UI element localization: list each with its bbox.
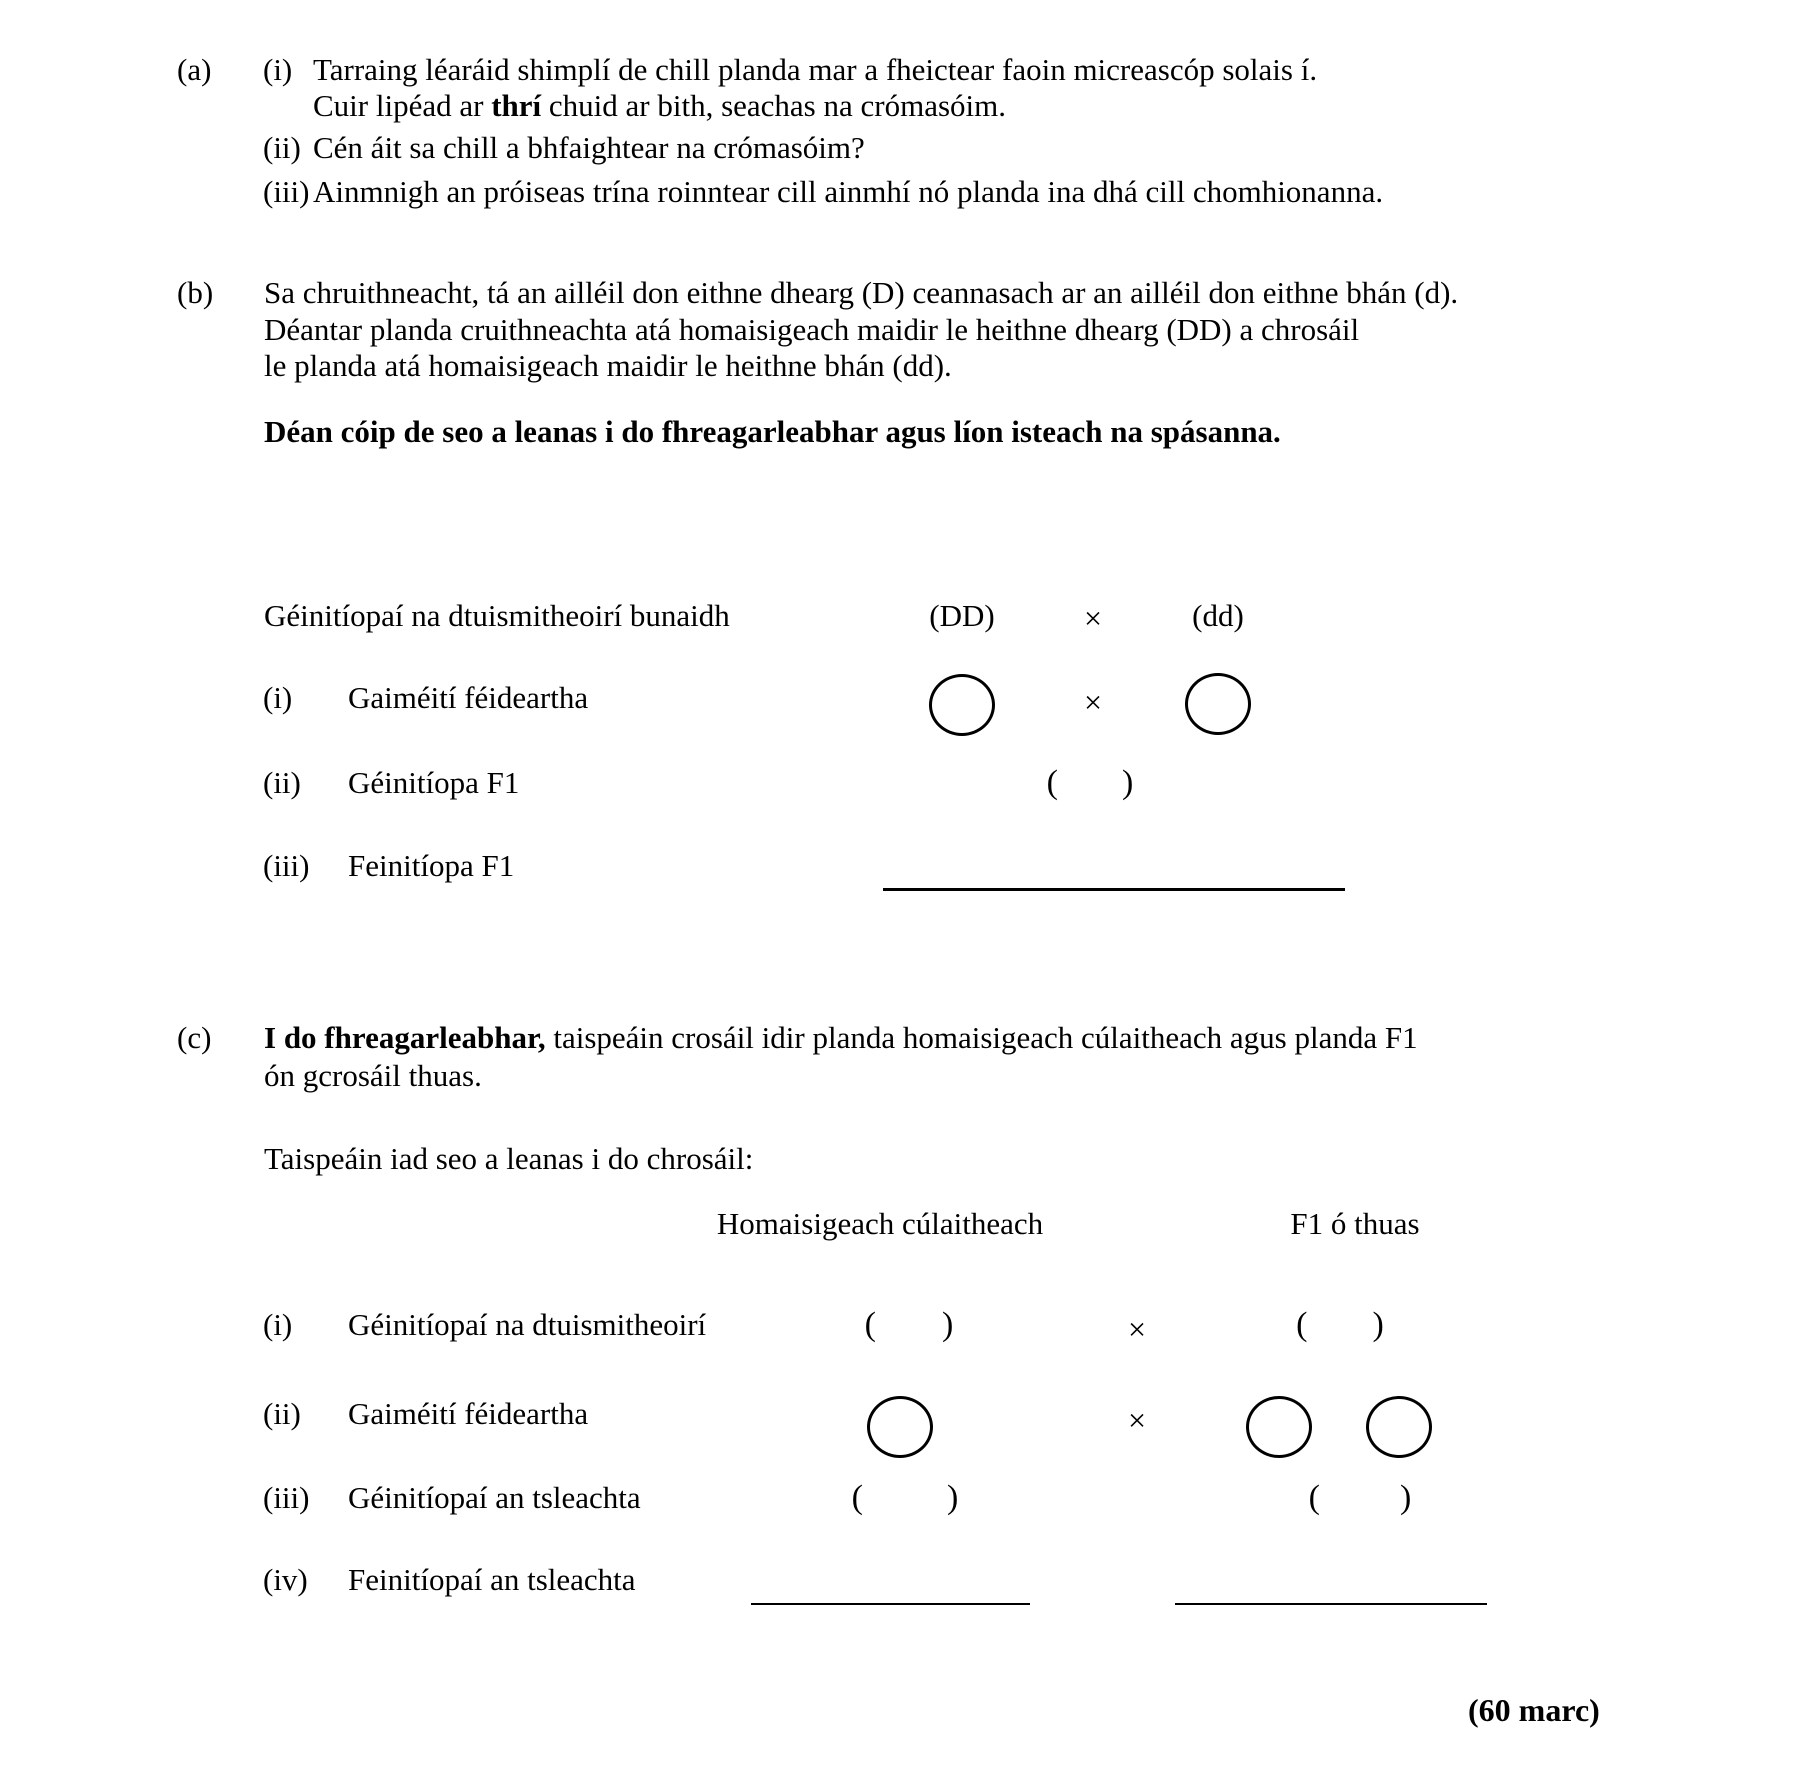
section-a-item-ii-num: (ii) <box>263 130 301 165</box>
close-paren: ) <box>1372 1306 1384 1343</box>
column-header-homozygous-recessive: Homaisigeach cúlaitheach <box>716 1206 1044 1241</box>
gamete-circle-right-2 <box>1366 1396 1432 1458</box>
c-row-iv-label: Feinitíopaí an tsleachta <box>348 1562 636 1597</box>
close-paren: ) <box>942 1306 954 1343</box>
section-a-label: (a) <box>177 52 212 87</box>
section-b-para-line1: Sa chruithneacht, tá an ailléil don eithne dhearg (D) ceannasach ar an ailléil don eithne bhán (d). <box>264 275 1459 310</box>
parents-genotype-left: (DD) <box>929 598 995 633</box>
offspring-phenotype-answer-line-left <box>751 1603 1030 1605</box>
gamete-circle-left <box>867 1396 933 1458</box>
cross-times-icon: × <box>1083 684 1103 720</box>
b-row-iii-num: (iii) <box>263 848 310 883</box>
close-paren: ) <box>947 1479 959 1516</box>
section-a-item-iii-num: (iii) <box>263 174 310 209</box>
cross-times-icon: × <box>1127 1402 1147 1438</box>
cross-times-icon: × <box>1083 600 1103 636</box>
column-header-f1-from-above: F1 ó thuas <box>1290 1206 1420 1241</box>
section-b-instruction: Déan cóip de seo a leanas i do fhreagarleabhar agus líon isteach na spásanna. <box>264 414 1281 449</box>
section-a-item-ii-text: Cén áit sa chill a bhfaightear na crómasóim? <box>313 130 865 165</box>
section-a-item-i-line2 <box>313 87 1006 125</box>
open-paren: ( <box>851 1479 863 1516</box>
section-c-show-line: Taispeáin iad seo a leanas i do chrosáil: <box>264 1141 754 1176</box>
gamete-circle-left <box>929 674 995 736</box>
offspring-phenotype-answer-line-right <box>1175 1603 1487 1605</box>
c-line1-rest: taispeáin crosáil idir planda homaisigeach cúlaitheach agus planda F1 <box>553 1020 1418 1055</box>
open-paren: ( <box>1296 1306 1308 1343</box>
c-row-i-label: Géinitíopaí na dtuismitheoirí <box>348 1307 707 1342</box>
parents-genotype-right: (dd) <box>1192 598 1244 633</box>
close-paren: ) <box>1122 764 1134 801</box>
parent-genotype-blank-right <box>1296 1306 1384 1344</box>
section-c-line2: ón gcrosáil thuas. <box>264 1058 482 1093</box>
parents-row-label: Géinitíopaí na dtuismitheoirí bunaidh <box>264 598 730 633</box>
cross-times-icon: × <box>1127 1311 1147 1347</box>
section-b-para-line3: le planda atá homaisigeach maidir le heithne bhán (dd). <box>264 348 952 383</box>
marks-total: (60 marc) <box>1468 1692 1600 1728</box>
b-row-ii-label: Géinitíopa F1 <box>348 765 520 800</box>
section-c-line1 <box>264 1019 1418 1057</box>
c-row-iii-label: Géinitíopaí an tsleachta <box>348 1480 641 1515</box>
b-row-iii-label: Feinitíopa F1 <box>348 848 515 883</box>
f1-genotype-blank-parens <box>1047 764 1134 802</box>
b-row-ii-num: (ii) <box>263 765 301 800</box>
c-row-iv-num: (iv) <box>263 1562 308 1597</box>
line2-pre: Cuir lipéad ar <box>313 88 484 123</box>
section-b-label: (b) <box>177 275 214 310</box>
offspring-genotype-blank-left <box>852 1479 959 1517</box>
section-a-item-iii-text: Ainmnigh an próiseas trína roinntear cill ainmhí nó planda ina dhá cill chomhionanna. <box>313 174 1384 209</box>
offspring-genotype-blank-right <box>1309 1479 1412 1517</box>
b-row-i-num: (i) <box>263 680 293 715</box>
section-a-item-i-line1: Tarraing léaráid shimplí de chill planda mar a fheictear faoin micreascóp solais í. <box>313 52 1318 87</box>
open-paren: ( <box>864 1306 876 1343</box>
open-paren: ( <box>1308 1479 1320 1516</box>
parent-genotype-blank-left <box>865 1306 954 1344</box>
close-paren: ) <box>1400 1479 1412 1516</box>
gamete-circle-right-1 <box>1246 1396 1312 1458</box>
c-row-ii-label: Gaiméití féideartha <box>348 1396 589 1431</box>
gamete-circle-right <box>1185 673 1251 735</box>
section-b-para-line2: Déantar planda cruithneachta atá homaisigeach maidir le heithne dhearg (DD) a chrosáil <box>264 312 1360 347</box>
open-paren: ( <box>1046 764 1058 801</box>
c-row-i-num: (i) <box>263 1307 293 1342</box>
c-row-ii-num: (ii) <box>263 1396 301 1431</box>
section-c-label: (c) <box>177 1020 212 1055</box>
line2-bold-word: thrí <box>491 88 542 123</box>
f1-phenotype-answer-line <box>883 888 1345 891</box>
section-a-item-i-num: (i) <box>263 52 293 87</box>
line2-post: chuid ar bith, seachas na crómasóim. <box>548 88 1006 123</box>
c-line1-bold: I do fhreagarleabhar, <box>264 1020 546 1055</box>
c-row-iii-num: (iii) <box>263 1480 310 1515</box>
b-row-i-label: Gaiméití féideartha <box>348 680 589 715</box>
